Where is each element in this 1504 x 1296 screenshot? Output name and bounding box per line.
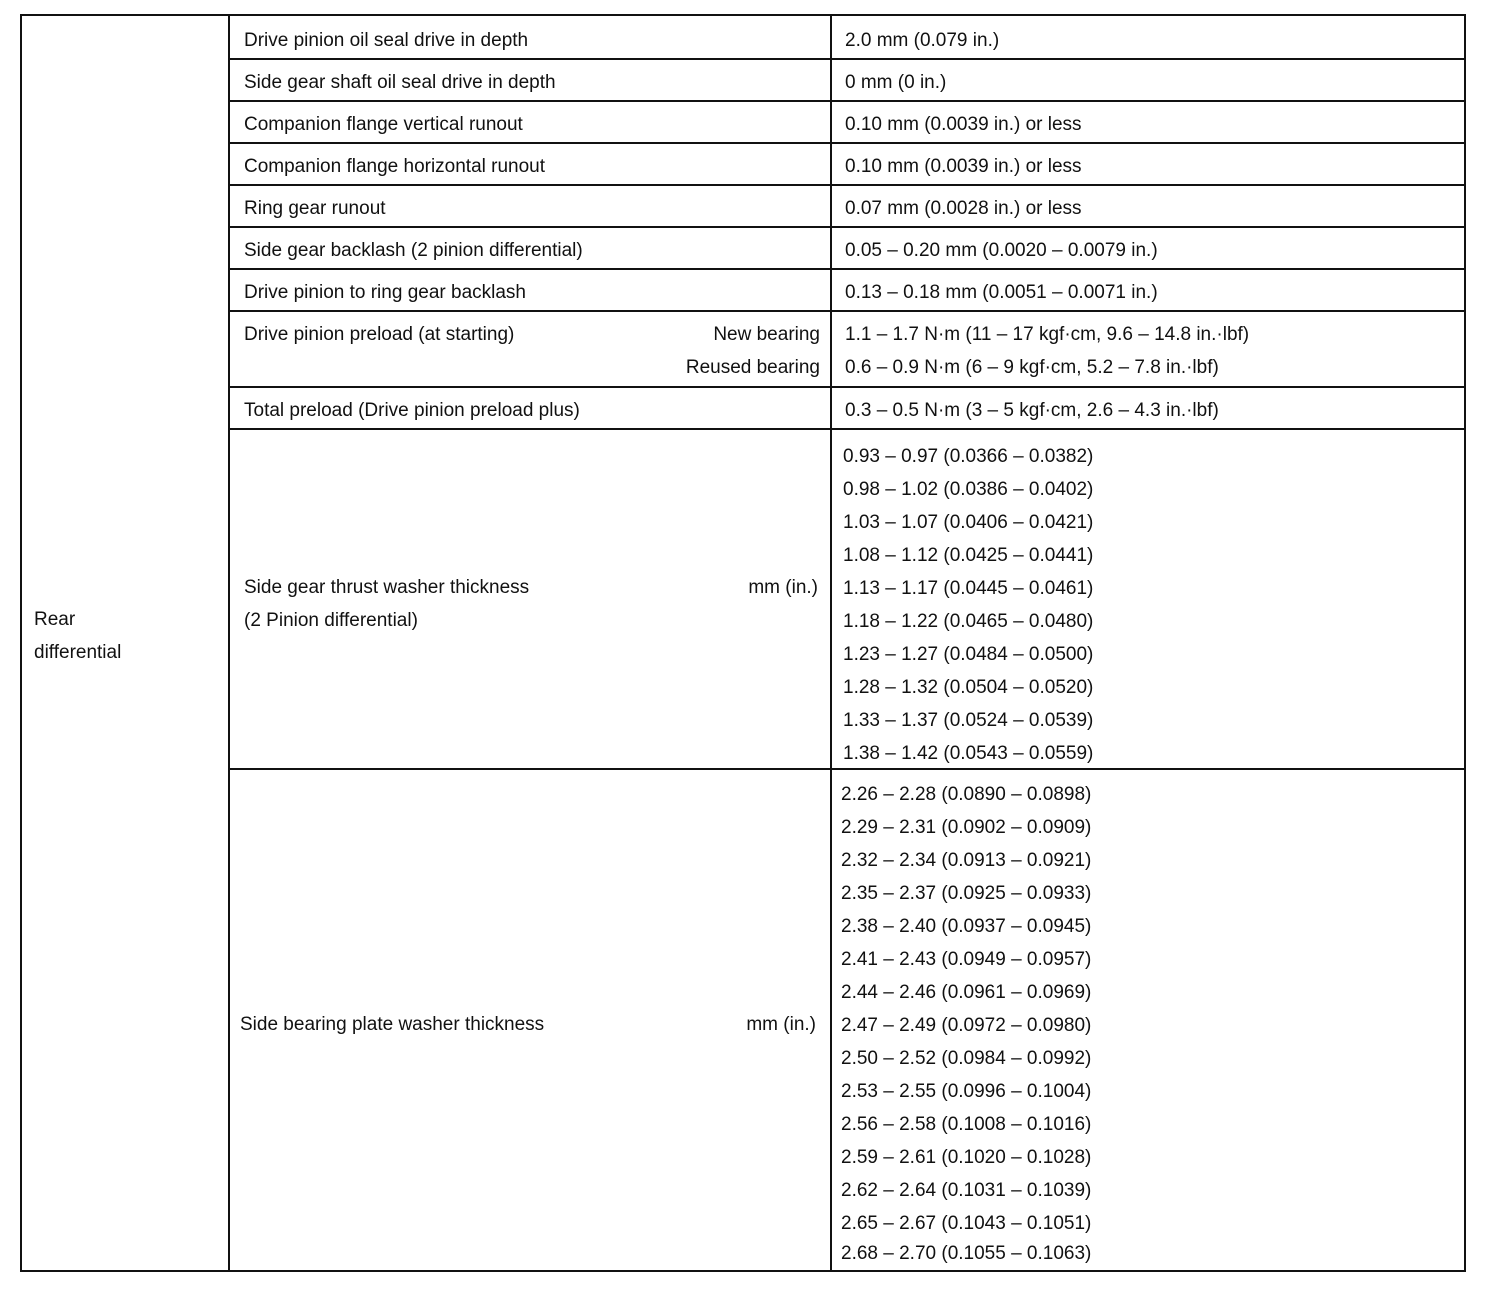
spec-item-label: Companion flange vertical runout	[244, 114, 523, 135]
spec-value: 0 mm (0 in.)	[845, 72, 947, 93]
washer-size-item: 2.41 – 2.43 (0.0949 – 0.0957)	[841, 949, 1092, 970]
washer-size-item: 2.38 – 2.40 (0.0937 – 0.0945)	[841, 916, 1092, 937]
washer-size-item: 2.56 – 2.58 (0.1008 – 0.1016)	[841, 1114, 1092, 1135]
spec-table-frame	[20, 14, 1466, 1272]
row-divider	[228, 58, 1466, 60]
washer-size-item: 2.50 – 2.52 (0.0984 – 0.0992)	[841, 1048, 1092, 1069]
washer-size-item: 0.98 – 1.02 (0.0386 – 0.0402)	[843, 479, 1094, 500]
spec-item-label: Drive pinion oil seal drive in depth	[244, 30, 529, 51]
washer-size-item: 1.03 – 1.07 (0.0406 – 0.0421)	[843, 512, 1094, 533]
row-divider	[228, 100, 1466, 102]
column-divider-category	[228, 14, 230, 1272]
washer-size-item: 1.28 – 1.32 (0.0504 – 0.0520)	[843, 677, 1094, 698]
new-bearing-label: New bearing	[713, 324, 820, 345]
reused-bearing-label: Reused bearing	[685, 357, 820, 378]
washer-size-item: 2.29 – 2.31 (0.0902 – 0.0909)	[841, 817, 1092, 838]
washer-size-item: 2.65 – 2.67 (0.1043 – 0.1051)	[841, 1213, 1092, 1234]
washer-size-item: 2.44 – 2.46 (0.0961 – 0.0969)	[841, 982, 1092, 1003]
washer-size-item: 2.59 – 2.61 (0.1020 – 0.1028)	[841, 1147, 1092, 1168]
spec-item-label: Ring gear runout	[244, 198, 386, 219]
row-divider	[228, 428, 1466, 430]
category-label	[34, 603, 121, 669]
row-divider	[228, 268, 1466, 270]
thrust-washer-label-line-1: Side gear thrust washer thickness	[244, 577, 530, 598]
washer-size-item: 1.23 – 1.27 (0.0484 – 0.0500)	[843, 644, 1094, 665]
spec-value: 0.10 mm (0.0039 in.) or less	[845, 114, 1082, 135]
total-preload-value: 0.3 – 0.5 N·m (3 – 5 kgf·cm, 2.6 – 4.3 in.·lbf)	[845, 400, 1219, 421]
category-line-1: Rear	[34, 609, 76, 630]
spec-value: 0.13 – 0.18 mm (0.0051 – 0.0071 in.)	[845, 282, 1158, 303]
washer-size-item: 2.53 – 2.55 (0.0996 – 0.1004)	[841, 1081, 1092, 1102]
washer-size-item: 2.62 – 2.64 (0.1031 – 0.1039)	[841, 1180, 1092, 1201]
row-divider	[228, 184, 1466, 186]
row-divider	[228, 386, 1466, 388]
spec-value: 0.07 mm (0.0028 in.) or less	[845, 198, 1082, 219]
column-divider-value	[830, 14, 832, 1272]
row-divider	[228, 768, 1466, 770]
spec-item-label: Side gear backlash (2 pinion differential)	[244, 240, 583, 261]
plate-washer-unit: mm (in.)	[746, 1014, 816, 1035]
washer-size-item: 1.38 – 1.42 (0.0543 – 0.0559)	[843, 743, 1094, 764]
washer-size-item: 1.18 – 1.22 (0.0465 – 0.0480)	[843, 611, 1094, 632]
total-preload-label: Total preload (Drive pinion preload plus)	[244, 400, 580, 421]
row-divider	[228, 310, 1466, 312]
plate-washer-label: Side bearing plate washer thickness	[240, 1014, 545, 1035]
spec-item-label: Side gear shaft oil seal drive in depth	[244, 72, 556, 93]
spec-value: 0.05 – 0.20 mm (0.0020 – 0.0079 in.)	[845, 240, 1158, 261]
washer-size-item: 1.13 – 1.17 (0.0445 – 0.0461)	[843, 578, 1094, 599]
row-divider	[228, 226, 1466, 228]
spec-value: 0.10 mm (0.0039 in.) or less	[845, 156, 1082, 177]
washer-size-item: 0.93 – 0.97 (0.0366 – 0.0382)	[843, 446, 1094, 467]
washer-size-item: 2.68 – 2.70 (0.1055 – 0.1063)	[841, 1243, 1092, 1264]
category-line-2: differential	[34, 642, 122, 663]
washer-size-item: 2.32 – 2.34 (0.0913 – 0.0921)	[841, 850, 1092, 871]
spec-item-label: Drive pinion to ring gear backlash	[244, 282, 526, 303]
spec-value: 2.0 mm (0.079 in.)	[845, 30, 1000, 51]
washer-size-item: 2.35 – 2.37 (0.0925 – 0.0933)	[841, 883, 1092, 904]
washer-size-item: 2.47 – 2.49 (0.0972 – 0.0980)	[841, 1015, 1092, 1036]
preload-item-label: Drive pinion preload (at starting)	[244, 324, 515, 345]
reused-bearing-value: 0.6 – 0.9 N·m (6 – 9 kgf·cm, 5.2 – 7.8 in.·lbf)	[845, 357, 1219, 378]
washer-size-item: 1.33 – 1.37 (0.0524 – 0.0539)	[843, 710, 1094, 731]
spec-item-label: Companion flange horizontal runout	[244, 156, 546, 177]
thrust-washer-unit: mm (in.)	[748, 577, 818, 598]
washer-size-item: 2.26 – 2.28 (0.0890 – 0.0898)	[841, 784, 1092, 805]
washer-size-item: 1.08 – 1.12 (0.0425 – 0.0441)	[843, 545, 1094, 566]
row-divider	[228, 142, 1466, 144]
new-bearing-value: 1.1 – 1.7 N·m (11 – 17 kgf·cm, 9.6 – 14.8 in.·lbf)	[845, 324, 1250, 345]
thrust-washer-label-line-2: (2 Pinion differential)	[244, 610, 418, 631]
